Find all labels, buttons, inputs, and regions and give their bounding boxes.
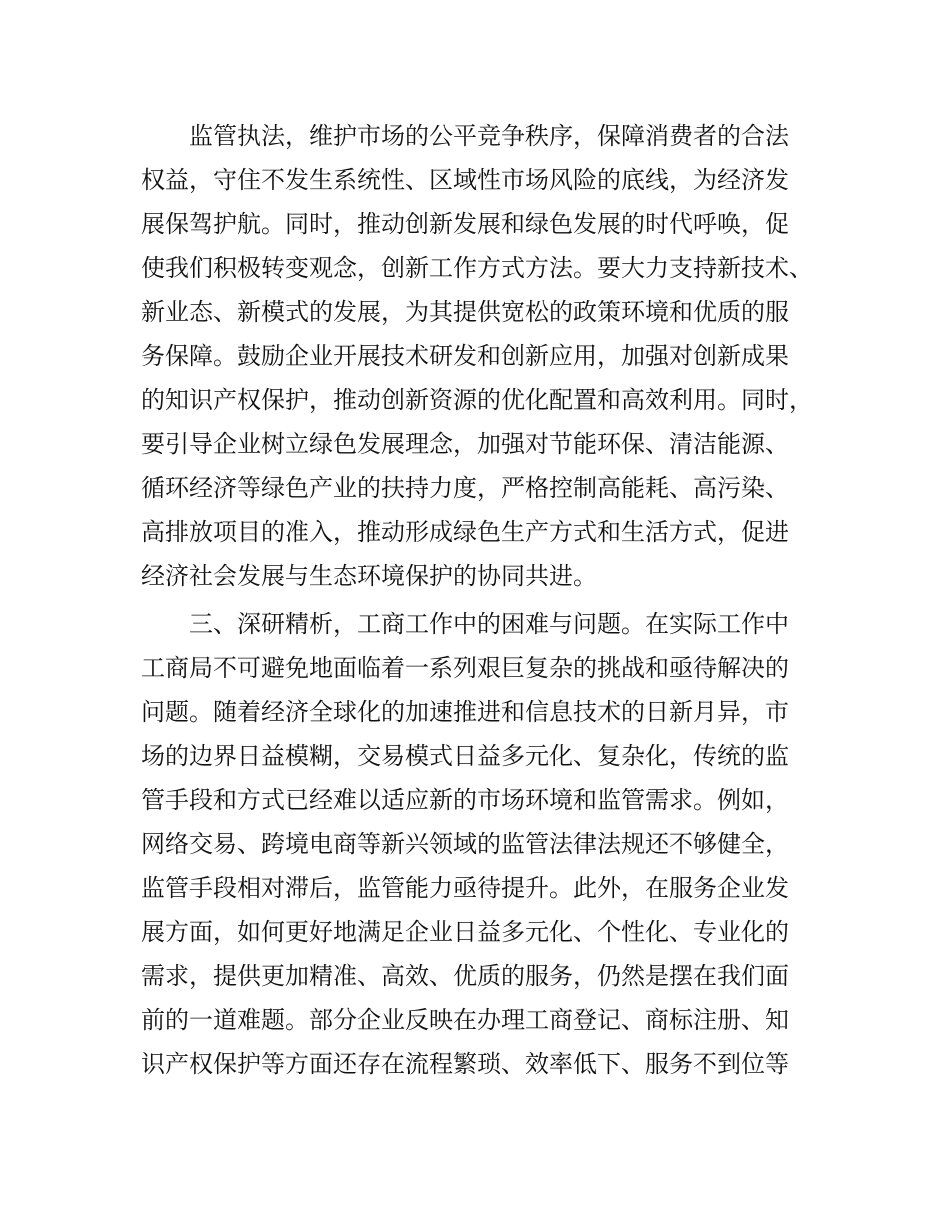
text-line: 循环经济等绿色产业的扶持力度，严格控制高能耗、高污染、	[141, 474, 789, 502]
text-line: 权益，守住不发生系统性、区域性市场风险的底线，为经济发	[141, 166, 789, 194]
paragraph-section-three	[141, 602, 841, 1086]
text-line: 的知识产权保护，推动创新资源的优化配置和高效利用。同时，	[141, 386, 813, 414]
text-line: 务保障。鼓励企业开展技术研发和创新应用，加强对创新成果	[141, 342, 789, 370]
text-line: 识产权保护等方面还存在流程繁琐、效率低下、服务不到位等	[141, 1050, 789, 1078]
paragraph-enforcement	[141, 114, 841, 598]
text-line: 场的边界日益模糊，交易模式日益多元化、复杂化，传统的监	[141, 742, 789, 770]
text-line: 问题。随着经济全球化的加速推进和信息技术的日新月异，市	[141, 698, 789, 726]
text-line: 高排放项目的准入，推动形成绿色生产方式和生活方式，促进	[141, 518, 789, 546]
text-line: 展保驾护航。同时，推动创新发展和绿色发展的时代呼唤，促	[141, 210, 789, 238]
text-line: 监管手段相对滞后，监管能力亟待提升。此外，在服务企业发	[141, 874, 789, 902]
text-line: 新业态、新模式的发展，为其提供宽松的政策环境和优质的服	[141, 298, 789, 326]
text-line: 使我们积极转变观念，创新工作方式方法。要大力支持新技术、	[141, 254, 813, 282]
text-line: 三、深研精析，工商工作中的困难与问题。在实际工作中	[189, 610, 789, 638]
text-line: 工商局不可避免地面临着一系列艰巨复杂的挑战和亟待解决的	[141, 654, 789, 682]
text-line: 网络交易、跨境电商等新兴领域的监管法律法规还不够健全，	[141, 830, 789, 858]
text-line: 前的一道难题。部分企业反映在办理工商登记、商标注册、知	[141, 1006, 789, 1034]
text-line: 监管执法，维护市场的公平竞争秩序，保障消费者的合法	[189, 122, 789, 150]
text-line: 要引导企业树立绿色发展理念，加强对节能环保、清洁能源、	[141, 430, 789, 458]
text-line: 展方面，如何更好地满足企业日益多元化、个性化、专业化的	[141, 918, 789, 946]
text-line: 需求，提供更加精准、高效、优质的服务，仍然是摆在我们面	[141, 962, 789, 990]
text-line: 经济社会发展与生态环境保护的协同共进。	[141, 562, 597, 590]
text-line: 管手段和方式已经难以适应新的市场环境和监管需求。例如，	[141, 786, 789, 814]
